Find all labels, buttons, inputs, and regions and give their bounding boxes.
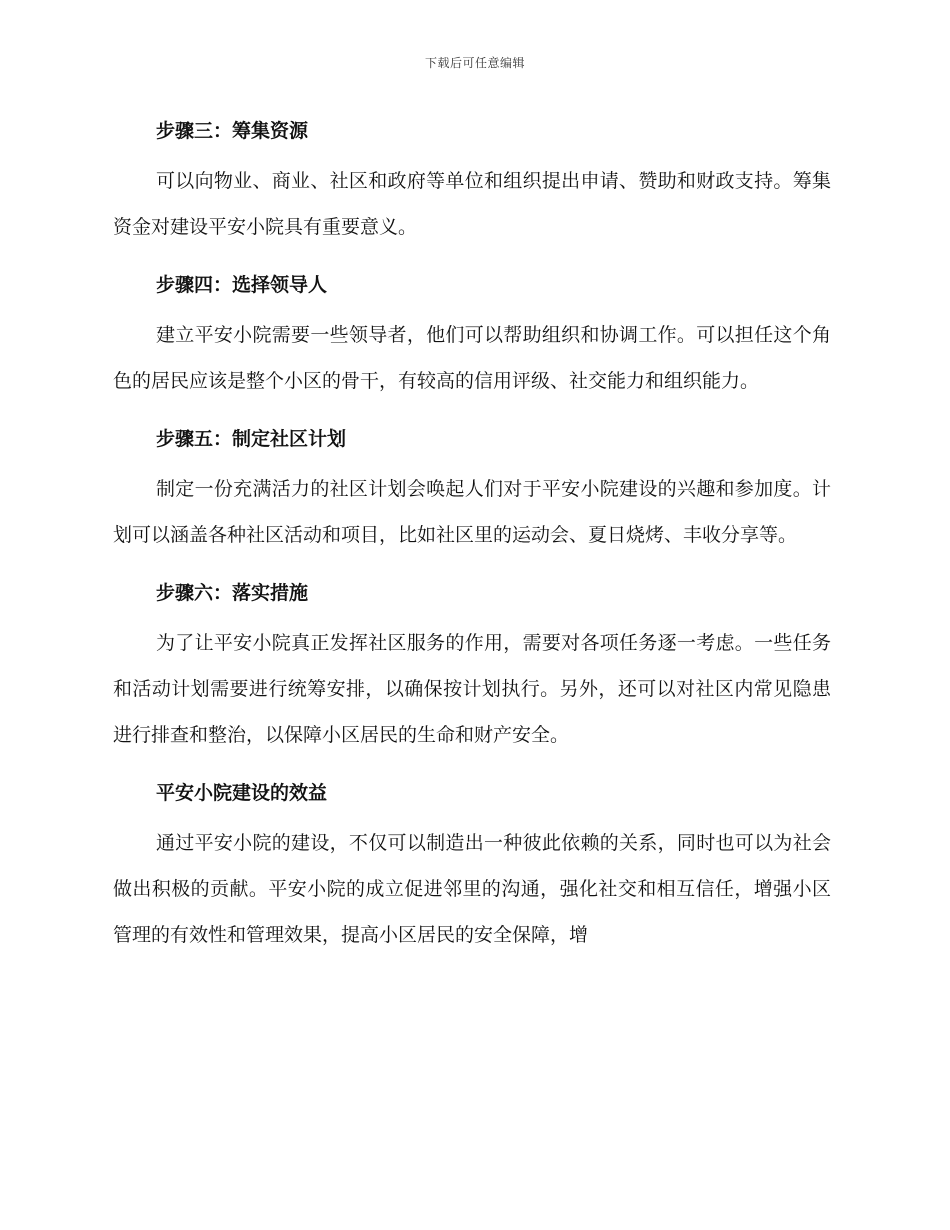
section-paragraph-step-3: 可以向物业、商业、社区和政府等单位和组织提出申请、赞助和财政支持。筹集资金对建设平安小院具有重要意义。: [113, 170, 831, 238]
section-heading-step-4: 步骤四：选择领导人: [156, 274, 328, 296]
section-paragraph-step-6: 为了让平安小院真正发挥社区服务的作用，需要对各项任务逐一考虑。一些任务和活动计划需要进行统筹安排，以确保按计划执行。另外，还可以对社区内常见隐患进行排查和整治，以保障小区居民的生命和财产安全。: [113, 632, 831, 746]
section-paragraph-step-5: 制定一份充满活力的社区计划会唤起人们对于平安小院建设的兴趣和参加度。计划可以涵盖各种社区活动和项目，比如社区里的运动会、夏日烧烤、丰收分享等。: [113, 478, 831, 546]
document-body: [113, 108, 831, 970]
section-heading-step-3: 步骤三：筹集资源: [156, 120, 309, 142]
section-heading-step-5: 步骤五：制定社区计划: [156, 428, 347, 450]
section-paragraph-step-4: 建立平安小院需要一些领导者，他们可以帮助组织和协调工作。可以担任这个角色的居民应该是整个小区的骨干，有较高的信用评级、社交能力和组织能力。: [113, 324, 831, 392]
section-heading-step-6: 步骤六：落实措施: [156, 582, 309, 604]
section-paragraph-benefits: 通过平安小院的建设，不仅可以制造出一种彼此依赖的关系，同时也可以为社会做出积极的贡献。平安小院的成立促进邻里的沟通，强化社交和相互信任，增强小区管理的有效性和管理效果，提高小区居民的安全保障，增: [113, 832, 831, 946]
header-note: 下载后可任意编辑: [424, 56, 525, 70]
section-heading-benefits: 平安小院建设的效益: [156, 782, 328, 804]
